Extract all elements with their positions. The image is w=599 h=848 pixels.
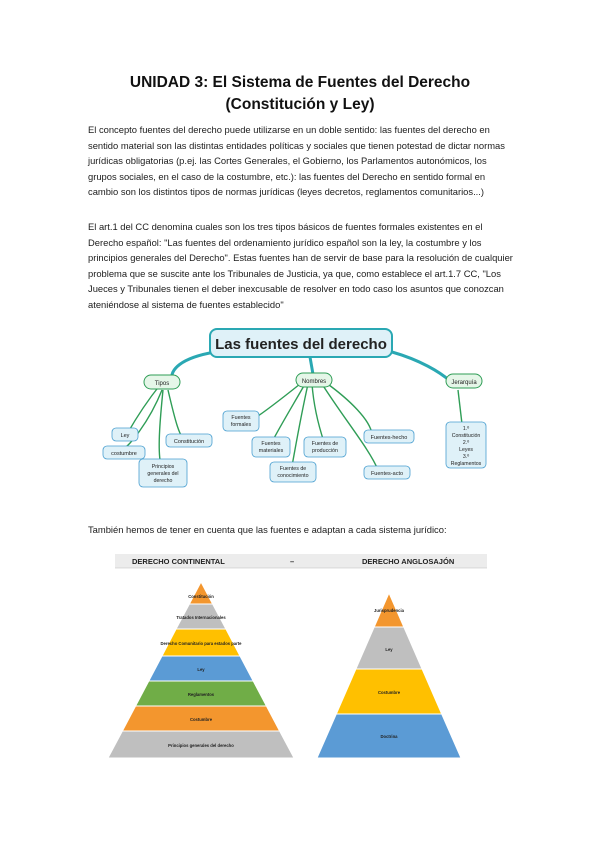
- header-derecho-anglosajon: DERECHO ANGLOSAJÓN: [362, 557, 455, 566]
- mindmap-label-fuentes-hecho: Fuentes-hecho: [370, 435, 408, 441]
- mindmap-label-jerarquia: Jerarquía: [451, 380, 477, 386]
- anglosajon-label-2: Ley: [385, 647, 393, 652]
- pyramid-anglosajon: [317, 593, 461, 758]
- anglosajon-label-1: Jurisprudencia: [373, 608, 405, 613]
- mindmap-jerarquia-item-6: Reglamentos: [450, 461, 482, 467]
- mindmap-label-nombres: Nombres: [301, 379, 327, 385]
- mindmap-label-fuentes-formales-2: formales: [230, 422, 252, 428]
- mindmap-label-fuentes-conocimiento-2: conocimiento: [277, 473, 309, 479]
- mindmap-label-fuentes-conocimiento-1: Fuentes de: [279, 466, 307, 472]
- mindmap-jerarquia-item-4: Leyes: [459, 447, 473, 453]
- anglosajon-label-3: Costumbre: [377, 690, 401, 695]
- continental-label-5: Reglamentos: [187, 692, 215, 697]
- continental-label-6: Costumbre: [189, 717, 213, 722]
- mindmap-jerarquia-item-3: 2.º: [462, 440, 470, 446]
- mindmap-label-principios-2: generales del: [147, 471, 179, 477]
- mindmap-label-tipos: Tipos: [154, 381, 170, 387]
- paragraph-sistemas-juridicos: También hemos de tener en cuenta que las fuentes e adaptan a cada sistema jurídico:: [88, 524, 447, 535]
- mindmap-label-fuentes-produccion-1: Fuentes de: [311, 441, 339, 447]
- mindmap-label-principios-1: Principios: [151, 464, 175, 470]
- mindmap-jerarquia-item-2: Constitución: [451, 433, 481, 439]
- continental-label-1: Constitución: [188, 594, 214, 599]
- mindmap-label-fuentes-materiales-2: materiales: [258, 448, 284, 454]
- mindmap-label-constitucion: Constitución: [173, 439, 205, 445]
- continental-level-1: [189, 582, 212, 604]
- pyramid-continental: [108, 582, 294, 758]
- page-title: UNIDAD 3: El Sistema de Fuentes del Derecho (Constitución y Ley): [129, 74, 471, 113]
- mindmap-label-fuentes-produccion-2: producción: [312, 448, 338, 454]
- paragraph-fuentes-concepto: El concepto fuentes del derecho puede utilizarse en un doble sentido: las fuentes del derecho en sentido material son las distintas entidades políticas y sociales que tienen potestad de dictar normas jurídicas obligatorias (p.ej. las Cortes Generales, el Gobierno, los Parlamentos autonómicos, los grupos sociales, en el caso de la costumbre, etc.): las fuentes del Derecho en sentido formal en cambio son los distintos tipos de normas jurídicas (leyes decretos, reglamentos comunitarios...): [88, 124, 505, 198]
- anglosajon-label-4: Doctrina: [380, 734, 398, 739]
- mindmap-label-fuentes-formales-1: Fuentes: [231, 415, 251, 421]
- mindmap-label-fuentes-acto: Fuentes-acto: [370, 471, 404, 477]
- mindmap-label-principios-3: derecho: [153, 478, 173, 484]
- paragraph-art-1-cc: El art.1 del CC denomina cuales son los tres tipos básicos de fuentes formales existentes en el Derecho español: "Las fuentes del ordenamiento jurídico español son la ley, la costumbre y los principios generales del Derecho". Estas fuentes han de servir de base para la resolución de cualquier problema que se suscite ante los Tribunales de Justicia, ya que, como establece el art.1.7 CC, "Los Jueces y Tribunales tienen el deber inexcusable de resolver en todo caso los asuntos que conozcan ateniéndose al sistema de fuentes establecido": [88, 221, 513, 310]
- mindmap-title: Las fuentes del derecho: [215, 336, 387, 353]
- continental-label-7: Principios generales del derecho: [168, 743, 234, 748]
- continental-label-4: Ley: [197, 667, 205, 672]
- header-separator: –: [290, 557, 295, 566]
- mindmap-label-costumbre: costumbre: [111, 451, 137, 457]
- continental-label-2: Tratados Internacionales: [176, 615, 226, 620]
- mindmap-jerarquia-item-5: 3.º: [462, 454, 470, 460]
- continental-label-3: Derecho Comunitario para estados parte: [160, 641, 242, 646]
- mindmap-label-fuentes-materiales-1: Fuentes: [261, 441, 281, 447]
- mindmap-jerarquia-item-1: 1.º: [462, 426, 470, 432]
- mindmap-label-ley: Ley: [120, 433, 130, 439]
- header-derecho-continental: DERECHO CONTINENTAL: [132, 557, 225, 566]
